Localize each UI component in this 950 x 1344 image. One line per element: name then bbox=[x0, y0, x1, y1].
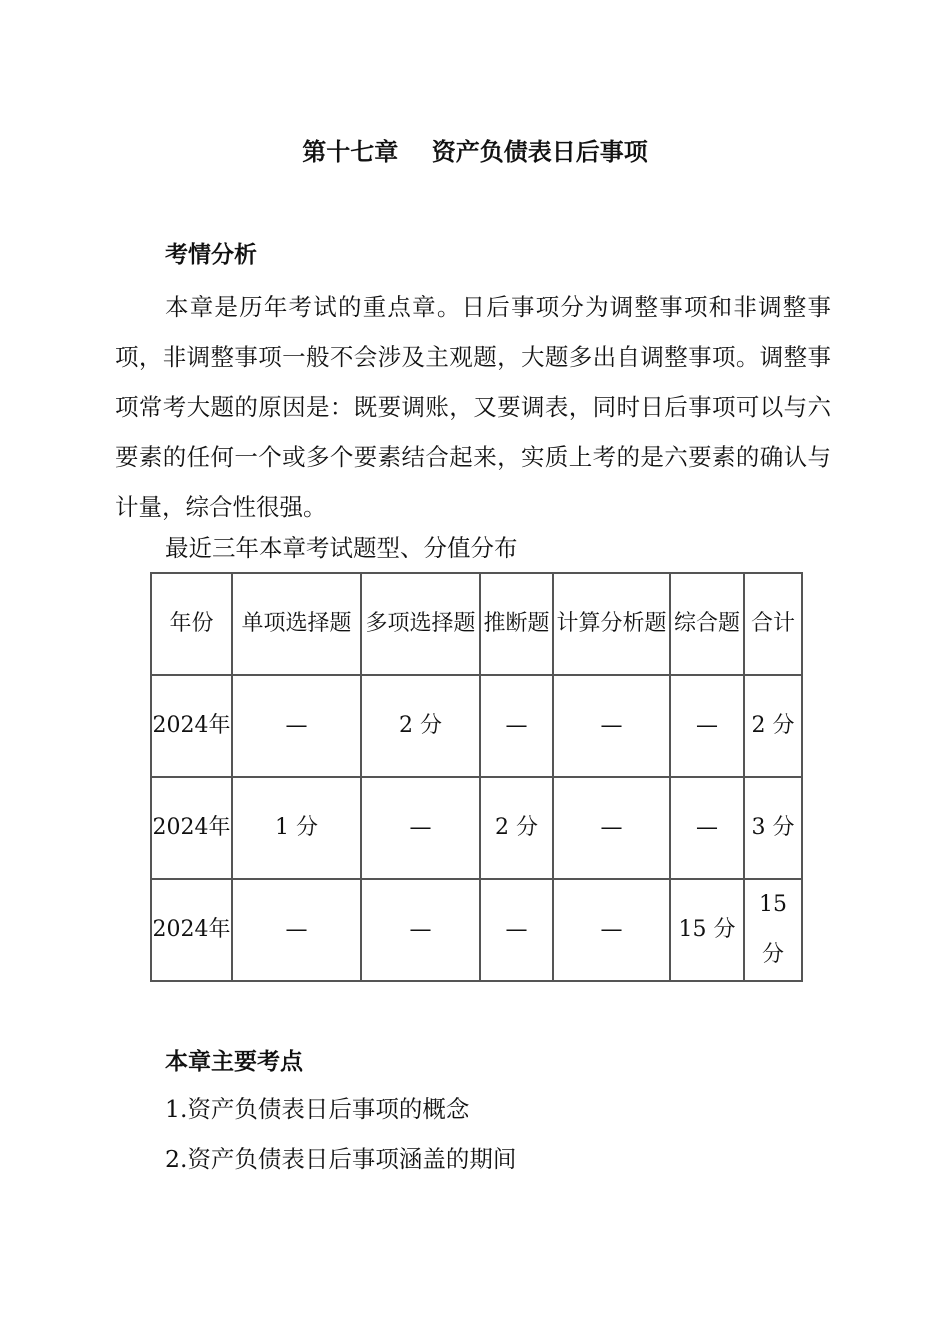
table-cell: — bbox=[553, 675, 670, 777]
table-row bbox=[151, 777, 802, 879]
table-cell: 3 分 bbox=[744, 777, 802, 879]
table-row bbox=[151, 675, 802, 777]
table-cell: — bbox=[232, 675, 361, 777]
table-cell: 2 分 bbox=[744, 675, 802, 777]
header-single-choice: 单项选择题 bbox=[232, 573, 361, 675]
table-cell: 2024年 bbox=[151, 879, 232, 981]
table-cell: 1 分 bbox=[232, 777, 361, 879]
key-point-item: 2.资产负债表日后事项涵盖的期间 bbox=[165, 1145, 517, 1173]
table-cell: — bbox=[480, 675, 553, 777]
header-total: 合计 bbox=[744, 573, 802, 675]
table-cell: 15 分 bbox=[744, 879, 802, 981]
table-cell: — bbox=[232, 879, 361, 981]
table-cell: — bbox=[553, 777, 670, 879]
table-cell: — bbox=[553, 879, 670, 981]
key-points-heading: 本章主要考点 bbox=[165, 1049, 303, 1075]
header-multiple-choice: 多项选择题 bbox=[361, 573, 480, 675]
header-year: 年份 bbox=[151, 573, 232, 675]
table-cell: — bbox=[480, 879, 553, 981]
exam-analysis-paragraph: 本章是历年考试的重点章。日后事项分为调整事项和非调整事项，非调整事项一般不会涉及主观题，大题多出自调整事项。调整事项常考大题的原因是：既要调账，又要调表，同时日后事项可以与六要素的任何一个或多个要素结合起来，实质上考的是六要素的确认与计量，综合性很强。 bbox=[115, 293, 831, 521]
header-judgment: 推断题 bbox=[480, 573, 553, 675]
table-caption: 最近三年本章考试题型、分值分布 bbox=[165, 534, 518, 562]
table-cell: — bbox=[361, 777, 480, 879]
page-title: 第十七章 资产负债表日后事项 bbox=[302, 138, 648, 166]
key-point-item: 1.资产负债表日后事项的概念 bbox=[165, 1095, 470, 1123]
table-row bbox=[151, 879, 802, 981]
table-cell: — bbox=[361, 879, 480, 981]
table-cell: 2024年 bbox=[151, 777, 232, 879]
table-cell: 15 分 bbox=[670, 879, 744, 981]
exam-analysis-heading: 考情分析 bbox=[165, 242, 257, 268]
table-cell: 2024年 bbox=[151, 675, 232, 777]
header-calculation: 计算分析题 bbox=[553, 573, 670, 675]
table-header-row bbox=[151, 573, 802, 675]
table-cell: — bbox=[670, 675, 744, 777]
header-comprehensive: 综合题 bbox=[670, 573, 744, 675]
table-cell: 2 分 bbox=[361, 675, 480, 777]
table-cell: 2 分 bbox=[480, 777, 553, 879]
score-distribution-table bbox=[150, 572, 803, 982]
table-cell: — bbox=[670, 777, 744, 879]
